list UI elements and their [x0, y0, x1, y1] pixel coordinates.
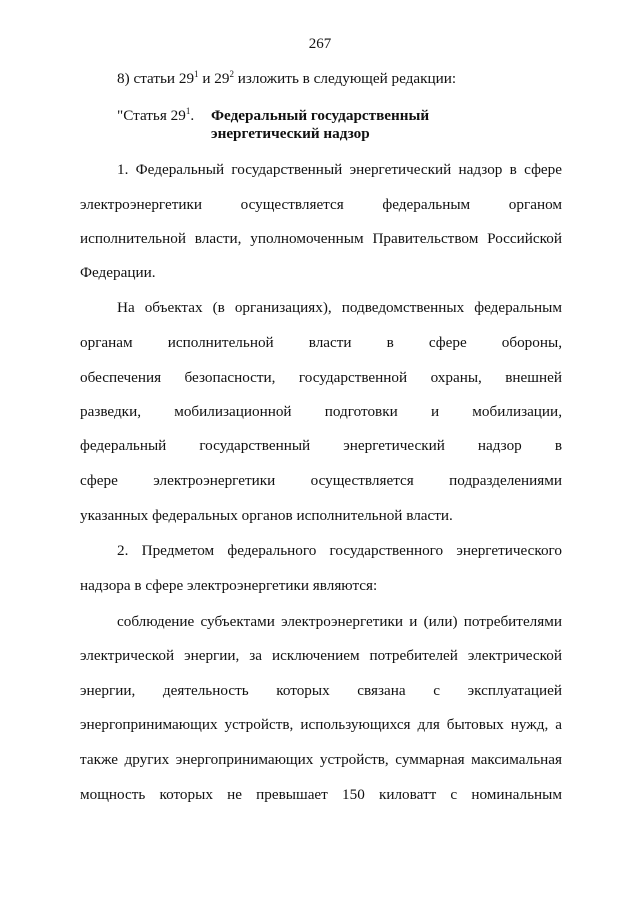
- article-number: "Статья $29^1$.: [117, 105, 195, 124]
- article-heading-line1: [117, 106, 562, 126]
- article-title-line1: Федеральный государственный: [211, 107, 430, 124]
- paragraph-line: электрической энергии, за исключением потребителей электрической: [80, 647, 562, 664]
- item-8-sup2: 2: [229, 68, 234, 79]
- paragraph-line: энергопринимающих устройств, использующихся для бытовых нужд, а: [80, 716, 562, 733]
- paragraph-line: органам исполнительной власти в сфере обороны,: [80, 334, 562, 351]
- paragraph-line: исполнительной власти, уполномоченным Правительством Российской: [80, 230, 562, 247]
- paragraph-line: указанных федеральных органов исполнительной власти.: [80, 507, 453, 524]
- paragraph-line: На объектах (в организациях), подведомственных федеральным: [117, 299, 562, 316]
- paragraph-line: энергии, деятельность которых связана с эксплуатацией: [80, 682, 562, 699]
- paragraph-line: Федерации.: [80, 264, 156, 281]
- paragraph-line: обеспечения безопасности, государственной охраны, внешней: [80, 369, 562, 386]
- item-8-prefix: 8) статьи 29: [117, 70, 195, 87]
- paragraph-line: соблюдение субъектами электроэнергетики и (или) потребителями: [117, 613, 562, 630]
- paragraph-line: мощность которых не превышает 150 киловатт с номинальным: [80, 786, 562, 803]
- article-title-line2: энергетический надзор: [211, 125, 370, 142]
- item-8-sup1: 1: [194, 68, 199, 79]
- paragraph-line: 1. Федеральный государственный энергетический надзор в сфере: [117, 161, 562, 178]
- item-8-suffix: изложить в следующей редакции:: [233, 70, 457, 87]
- paragraph-line: надзора в сфере электроэнергетики являются:: [80, 577, 378, 594]
- paragraph-line: электроэнергетики осуществляется федеральным органом: [80, 196, 562, 213]
- paragraph-line: также других энергопринимающих устройств, суммарная максимальная: [80, 751, 562, 768]
- paragraph-line: сфере электроэнергетики осуществляется подразделениями: [80, 472, 562, 489]
- page-number: 267: [308, 36, 332, 52]
- paragraph-line: разведки, мобилизационной подготовки и мобилизации,: [80, 403, 562, 420]
- paragraph-line: 2. Предметом федерального государственного энергетического: [117, 542, 562, 559]
- item-8-line: [117, 69, 562, 89]
- item-8-mid: и 29: [198, 70, 230, 87]
- paragraph-line: федеральный государственный энергетический надзор в: [80, 437, 562, 454]
